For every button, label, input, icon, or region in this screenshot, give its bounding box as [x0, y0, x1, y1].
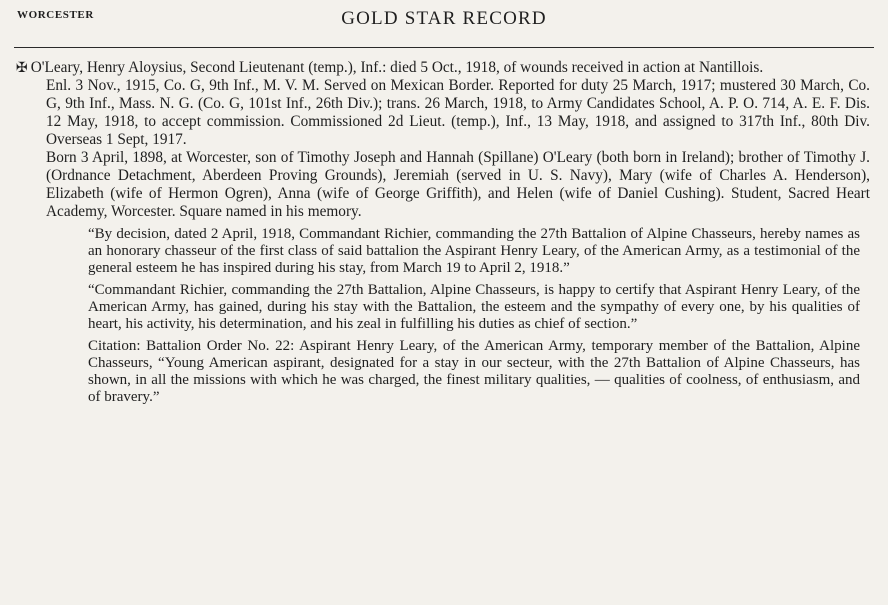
biography: Born 3 April, 1898, at Worcester, son of Timothy Joseph and Hannah (Spillane) O'Leary (both born in Ireland); brother of Timothy J. (Ordnance Detachment, Aberdeen Proving Grounds), Jeremiah (served in U. S. Navy), Mary (wife of Charles A. Henderson), Elizabeth (wife of Hermon Ogren), Anna (wife of George Griffith), and Helen (wife of Daniel Cushing). Student, Sacred Heart Academy, Worcester. Square named in his memory.: [46, 149, 870, 220]
service-record: Enl. 3 Nov., 1915, Co. G, 9th Inf., M. V. M. Served on Mexican Border. Reported for duty 25 March, 1917; mustered 30 March, Co. G, 9th Inf., Mass. N. G. (Co. G, 101st Inf., 26th Div.); trans. 26 March, 1918, to Army Candidates School, A. P. O. 714, A. E. F. Dis. 12 May, 1918, to accept commission. Commissioned 2d Lieut. (temp.), Inf., 13 May, 1918, and assigned to 317th Inf., 80th Div. Overseas 1 Sept, 1917.: [46, 77, 870, 148]
gold-star-cross-icon: ✠: [16, 60, 28, 76]
battalion-citation: Citation: Battalion Order No. 22: Aspirant Henry Leary, of the American Army, temporary member of the Battalion, Alpine Chasseurs, “Young American aspirant, designated for a stay in our secteur, with the 27th Battalion of Alpine Chasseurs, has shown, in all the missions with which he was charged, the finest military qualities, — qualities of coolness, of enthusiasm, and of bravery.”: [88, 338, 860, 405]
record-entry: [16, 59, 870, 406]
page-title: GOLD STAR RECORD: [341, 8, 547, 29]
quote-certificate: “Commandant Richier, commanding the 27th Battalion, Alpine Chasseurs, is happy to certify that Aspirant Henry Leary, of the American Army, has gained, during his stay with the Battalion, the esteem and the sympathy of every one, by his qualities of heart, his activity, his determination, and his zeal in fulfilling his duties as chief of section.”: [88, 282, 860, 332]
header-rule: [14, 47, 874, 48]
entry-heading-paragraph: [16, 59, 870, 77]
quote-honorary-chasseur: “By decision, dated 2 April, 1918, Commandant Richier, commanding the 27th Battalion of Alpine Chasseurs, hereby names as an honorary chasseur of the first class of said battalion the Aspirant Henry Leary, of the American Army, as a testimonial of the general esteem he has inspired during his stay, from March 19 to April 2, 1918.”: [88, 226, 860, 276]
entry-heading: O'Leary, Henry Aloysius, Second Lieutenant (temp.), Inf.: died 5 Oct., 1918, of wounds received in action at Nantillois.: [30, 59, 764, 76]
running-head-location: WORCESTER: [17, 9, 94, 21]
